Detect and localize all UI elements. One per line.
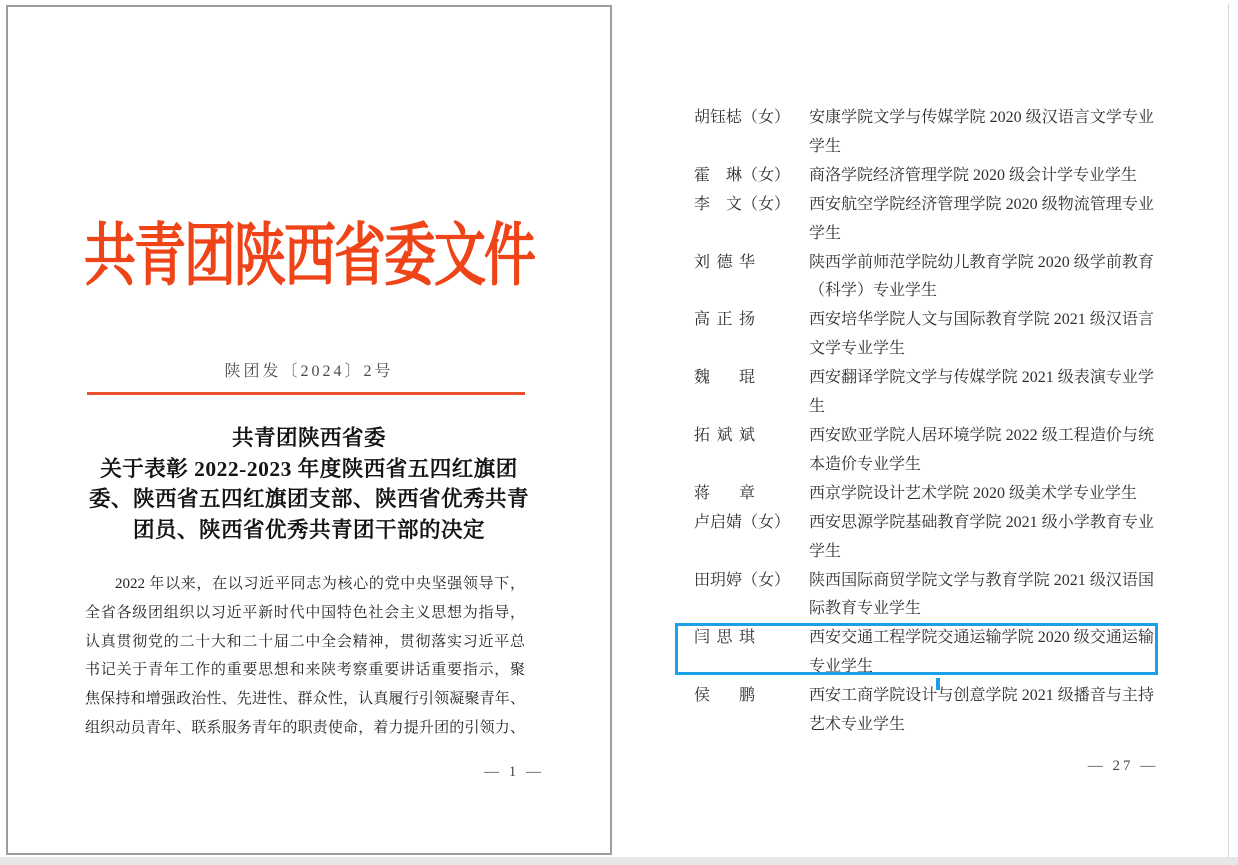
list-item — [694, 191, 1154, 249]
document-title-line: 共青团陕西省委 — [231, 426, 386, 450]
list-item — [694, 249, 1154, 307]
recipient-name: 侯 鹏 — [694, 687, 762, 705]
recipient-description: 西安航空学院经济管理学院 2020 级物流管理专业学生 — [809, 195, 1154, 242]
recipient-description: 西安工商学院设计与创意学院 2021 级播音与主持艺术专业学生 — [809, 687, 1154, 734]
document-title-line: 团员、陕西省优秀共青团干部的决定 — [132, 517, 485, 542]
document-title-line: 委、陕西省五四红旗团支部、陕西省优秀共青 — [88, 487, 529, 511]
recipient-description: 西安交通工程学院交通运输学院 2020 级交通运输专业学生 — [809, 629, 1154, 676]
list-item — [694, 422, 1154, 480]
recipient-description: 安康学院文学与传媒学院 2020 级汉语言文学专业学生 — [809, 109, 1154, 155]
recipient-description: 陕西学前师范学院幼儿教育学院 2020 级学前教育（科学）专业学生 — [809, 253, 1154, 300]
list-item — [694, 162, 1154, 191]
document-title — [38, 423, 580, 545]
recipient-description: 陕西国际商贸学院文学与教育学院 2021 级汉语国际教育专业学生 — [809, 571, 1154, 618]
recipient-description: 西安欧亚学院人居环境学院 2022 级工程造价与统本造价专业学生 — [809, 426, 1154, 473]
recipient-description: 西京学院设计艺术学院 2020 级美术学专业学生 — [809, 484, 1138, 502]
viewer-bottom-strip — [0, 857, 1238, 865]
body-text-line: 2022 年以来，在以习近平同志为核心的党中央坚强领导下， — [115, 576, 525, 592]
recipient-description: 西安思源学院基础教育学院 2021 级小学教育专业学生 — [809, 513, 1154, 560]
page-edge-line — [1228, 4, 1229, 857]
body-paragraph — [85, 570, 525, 743]
list-item — [694, 682, 1154, 740]
recipient-name: 闫思琪 — [694, 629, 762, 647]
document-number: 陕团发〔2024〕2号 — [224, 363, 394, 380]
list-item — [694, 306, 1154, 364]
document-title-line: 关于表彰 2022-2023 年度陕西省五四红旗团 — [100, 456, 518, 481]
recipient-description: 西安培华学院人文与国际教育学院 2021 级汉语言文学专业学生 — [809, 311, 1154, 358]
body-text-line: 认真贯彻党的二十大和二十届二中全会精神，贯彻落实习近平总 — [85, 633, 525, 650]
recipient-name: 胡钰梽（女） — [694, 109, 791, 126]
award-recipient-list — [694, 104, 1154, 740]
letterhead-title: 共青团陕西省委文件 — [83, 219, 534, 295]
list-item — [694, 480, 1154, 509]
recipient-description: 西安翻译学院文学与传媒学院 2021 级表演专业学生 — [809, 369, 1154, 416]
recipient-name: 卢启婧（女） — [694, 513, 791, 531]
recipient-name: 高正扬 — [694, 311, 762, 329]
recipient-name: 蒋 章 — [694, 484, 762, 502]
recipient-name: 田玥婷（女） — [694, 571, 791, 589]
list-item — [694, 509, 1154, 567]
page-right — [612, 0, 1238, 857]
body-text-line: 组织动员青年、联系服务青年的职责使命，着力提升团的引领力、 — [85, 719, 525, 736]
list-item — [694, 104, 1154, 162]
list-item — [694, 364, 1154, 422]
page-number-right: — 27 — — [1087, 758, 1159, 774]
recipient-description: 商洛学院经济管理学院 2020 级会计学专业学生 — [809, 166, 1138, 184]
red-divider-line — [87, 392, 525, 395]
page-left — [6, 5, 612, 855]
recipient-name: 李 文（女） — [694, 195, 791, 213]
body-text-line: 书记关于青年工作的重要思想和来陕考察重要讲话重要指示，聚 — [85, 662, 525, 679]
recipient-name: 魏 琨 — [694, 369, 762, 387]
list-item — [694, 624, 1154, 682]
body-text-line: 焦保持和增强政治性、先进性、群众性，认真履行引领凝聚青年、 — [85, 691, 525, 708]
recipient-name: 刘德华 — [694, 253, 762, 271]
recipient-name: 霍 琳（女） — [694, 166, 791, 184]
recipient-name: 拓斌斌 — [694, 426, 762, 444]
page-number-left: — 1 — — [484, 764, 544, 780]
list-item — [694, 567, 1154, 625]
body-text-line: 全省各级团组织以习近平新时代中国特色社会主义思想为指导， — [85, 604, 525, 621]
